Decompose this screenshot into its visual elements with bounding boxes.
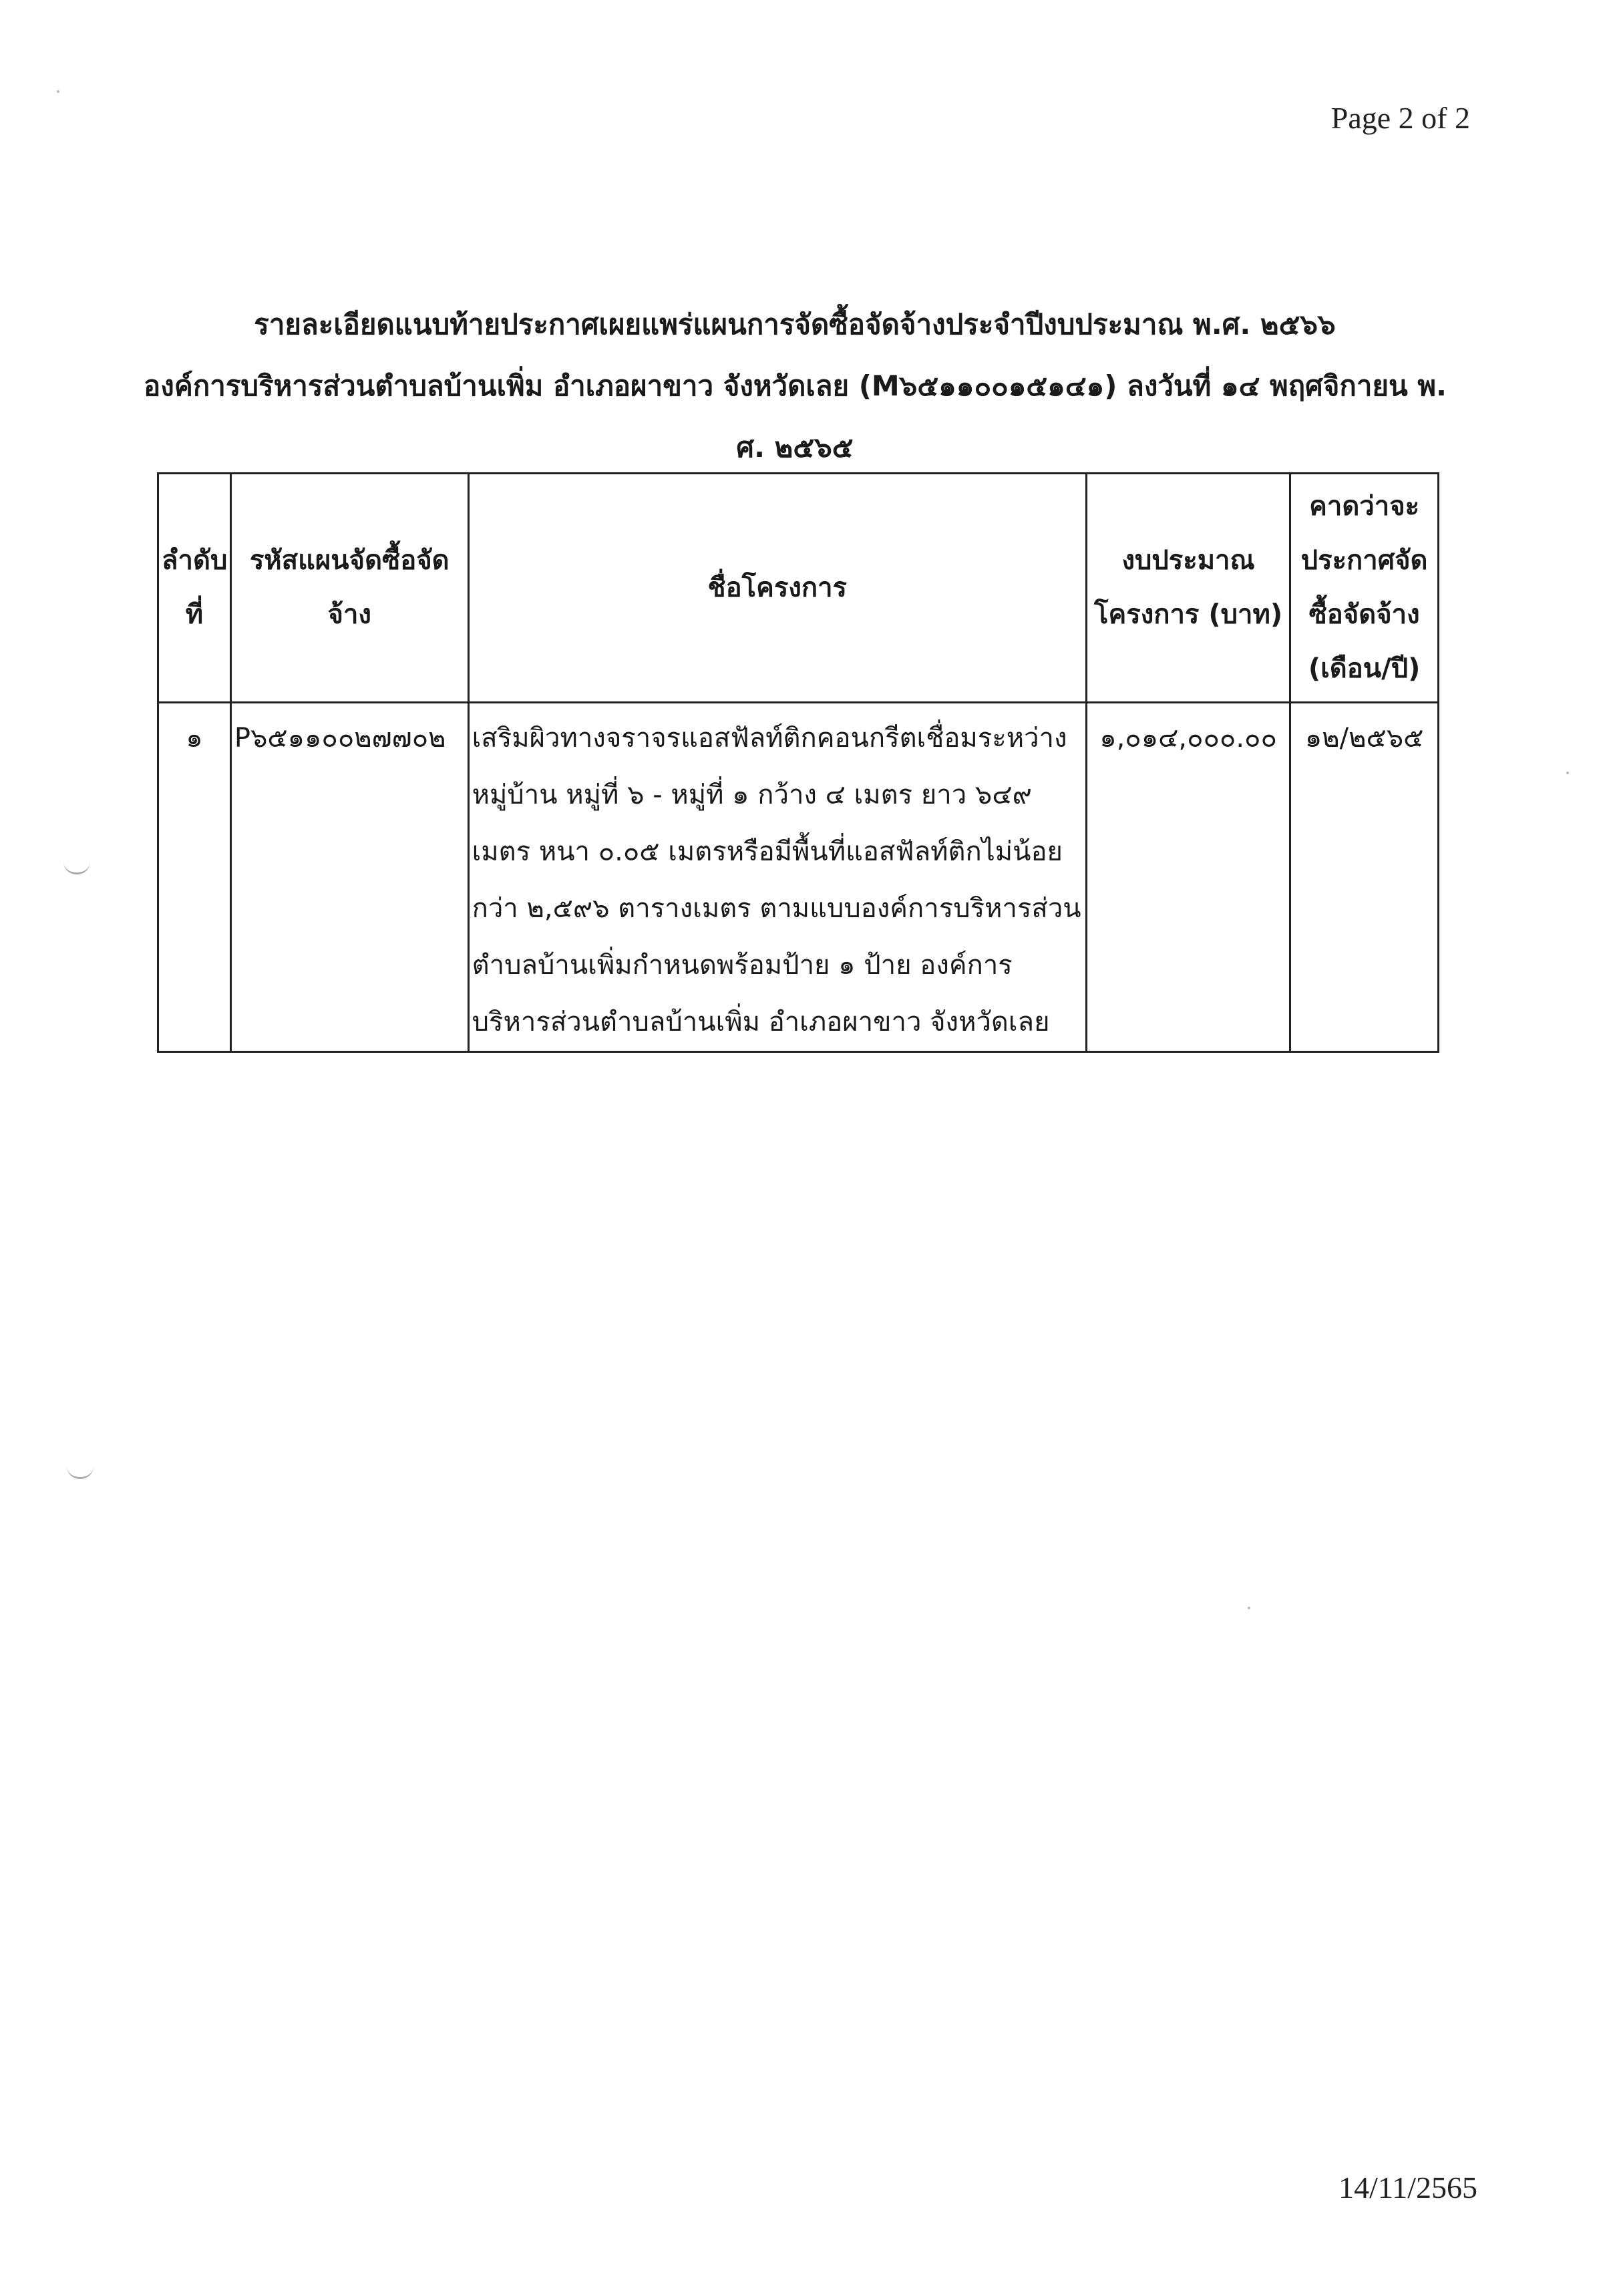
cell-code: P๖๕๑๑๐๐๒๗๗๐๒ <box>230 703 468 1052</box>
column-header-announce: คาดว่าจะประกาศจัดซื้อจัดจ้าง (เดือน/ปี) <box>1290 474 1439 703</box>
cell-announce: ๑๒/๒๕๖๕ <box>1290 703 1439 1052</box>
cell-budget: ๑,๐๑๔,๐๐๐.๐๐ <box>1086 703 1290 1052</box>
scan-speck <box>1566 772 1569 774</box>
column-header-name: ชื่อโครงการ <box>468 474 1086 703</box>
table-header-row <box>158 474 1439 703</box>
header-line-3: ศ. ๒๕๖๕ <box>736 431 854 464</box>
scan-speck <box>57 90 59 93</box>
punch-hole-mark-lower <box>67 1466 94 1479</box>
footer-date: 14/11/2565 <box>1338 2170 1477 2204</box>
column-header-code: รหัสแผนจัดซื้อจัดจ้าง <box>230 474 468 703</box>
scan-speck <box>1248 1607 1250 1609</box>
cell-seq: ๑ <box>158 703 231 1052</box>
column-header-budget: งบประมาณโครงการ (บาท) <box>1086 474 1290 703</box>
punch-hole-mark-upper <box>63 862 90 874</box>
procurement-plan-table <box>157 472 1439 1053</box>
column-header-seq: ลำดับที่ <box>158 474 231 703</box>
table-row <box>158 703 1439 1052</box>
header-line-1: รายละเอียดแนบท้ายประกาศเผยแพร่แผนการจัดซื้อจัดจ้างประจำปีงบประมาณ พ.ศ. ๒๕๖๖ <box>254 308 1336 341</box>
document-header <box>144 294 1446 478</box>
header-line-2: องค์การบริหารส่วนตำบลบ้านเพิ่ม อำเภอผาขาว จังหวัดเลย (M๖๕๑๑๐๐๑๕๑๔๑) ลงวันที่ ๑๔ พฤศจิกายน พ. <box>144 369 1447 402</box>
page-number: Page 2 of 2 <box>1330 101 1470 135</box>
project-name-text: เสริมผิวทางจราจรแอสฟัลท์ติกคอนกรีตเชื่อมระหว่างหมู่บ้าน หมู่ที่ ๖ - หมู่ที่ ๑ กว้าง ๔ เมตร ยาว ๖๔๙ เมตร หนา ๐.๐๕ เมตรหรือมีพื้นที่แอสฟัลท์ติกไม่น้อยกว่า ๒,๕๙๖ ตารางเมตร ตามแบบองค์การบริหารส่วนตำบลบ้านเพิ่มกำหนดพร้อมป้าย ๑ ป้าย องค์การบริหารส่วนตำบลบ้านเพิ่ม อำเภอผาขาว จังหวัดเลย <box>472 723 1081 1037</box>
cell-project-name <box>468 703 1086 1052</box>
